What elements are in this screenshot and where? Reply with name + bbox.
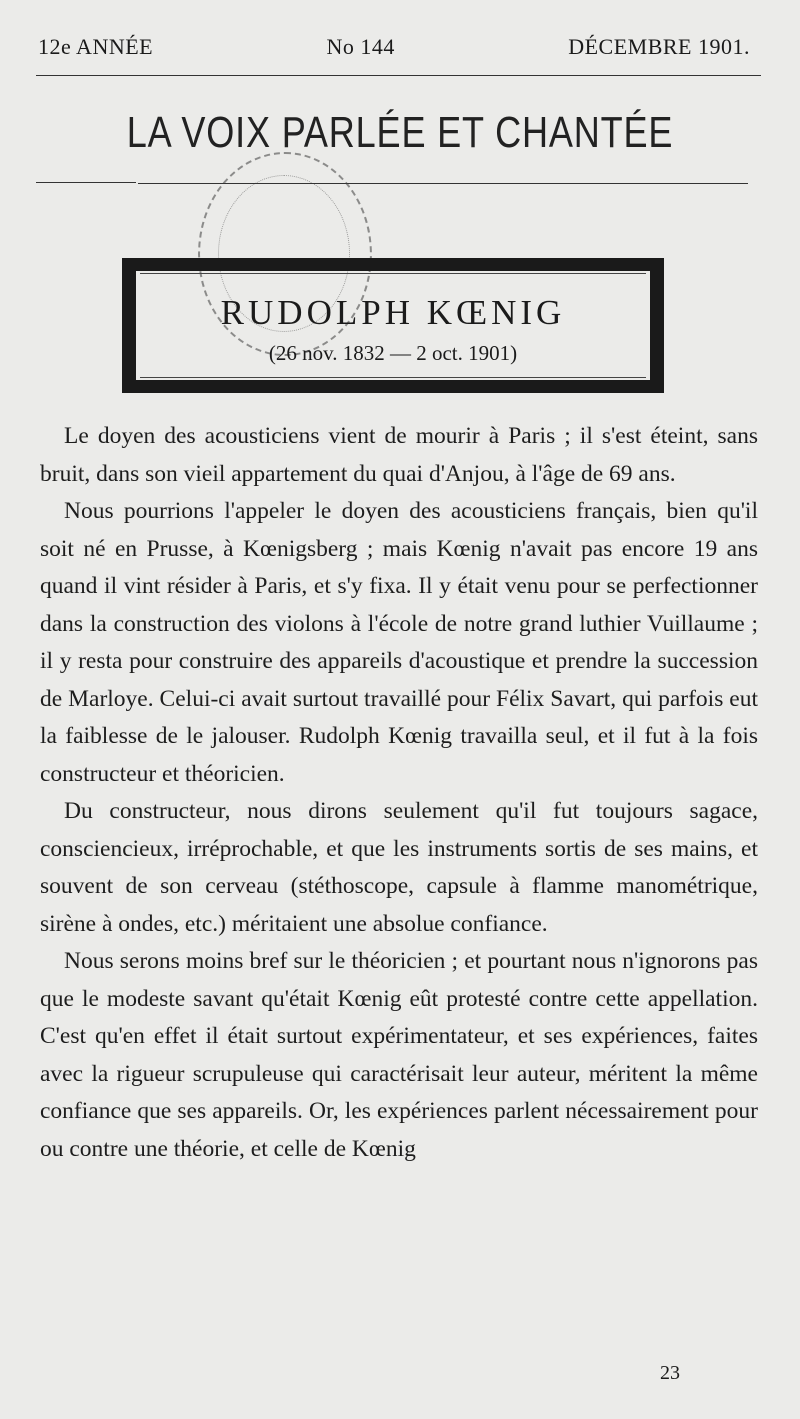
- header-issue: No 144: [326, 34, 395, 59]
- mourning-border-box: [122, 258, 664, 393]
- page-number: 23: [660, 1362, 680, 1384]
- journal-title: LA VOIX PARLÉE ET CHANTÉE: [126, 108, 674, 157]
- paragraph: Le doyen des acousticiens vient de mourir à Paris ; il s'est éteint, sans bruit, dans son vieil appartement du quai d'Anjou, à l'âge de 69 ans.: [40, 423, 758, 487]
- paragraph: Nous serons moins bref sur le théoricien ; et pourtant nous n'ignorons pas que le modeste savant qu'était Kœnig eût protesté contre cette appellation. C'est qu'en effet il était surtout expérimentateur, et ses expériences, faites avec la rigueur scrupuleuse qui caractérisait leur auteur, méritent la même confiance que ses appareils. Or, les expériences parlent nécessairement pour ou contre une théorie, et celle de Kœnig: [40, 948, 758, 1162]
- article-body: [40, 418, 758, 1168]
- paragraph: Nous pourrions l'appeler le doyen des acousticiens français, bien qu'il soit né en Prusse, à Kœnigsberg ; mais Kœnig n'avait pas encore 19 ans quand il vint résider à Paris, et s'y fixa. Il y était venu pour se perfectionner dans la construction des violons à l'école de notre grand luthier Vuillaume ; il y resta pour construire des appareils d'acoustique et prendre la succession de Marloye. Celui-ci avait surtout travaillé pour Félix Savart, qui parfois eut la faiblesse de le jalouser. Rudolph Kœnig travailla seul, et il fut à la fois constructeur et théoricien.: [40, 498, 758, 787]
- paragraph: Du constructeur, nous dirons seulement qu'il fut toujours sagace, consciencieux, irréprochable, et que les instruments sortis de ses mains, et souvent de son cerveau (stéthoscope, capsule à flamme manométrique, sirène à ondes, etc.) méritaient une absolue confiance.: [40, 798, 758, 937]
- header-rule: [36, 75, 761, 76]
- header-date: DÉCEMBRE 1901.: [568, 34, 750, 59]
- running-header: [38, 34, 750, 60]
- obituary-name: RUDOLPH KŒNIG: [220, 293, 566, 332]
- header-year: 12e ANNÉE: [38, 34, 154, 59]
- obituary-dates: (26 nov. 1832 — 2 oct. 1901): [268, 341, 518, 365]
- title-rule-left: [36, 182, 136, 183]
